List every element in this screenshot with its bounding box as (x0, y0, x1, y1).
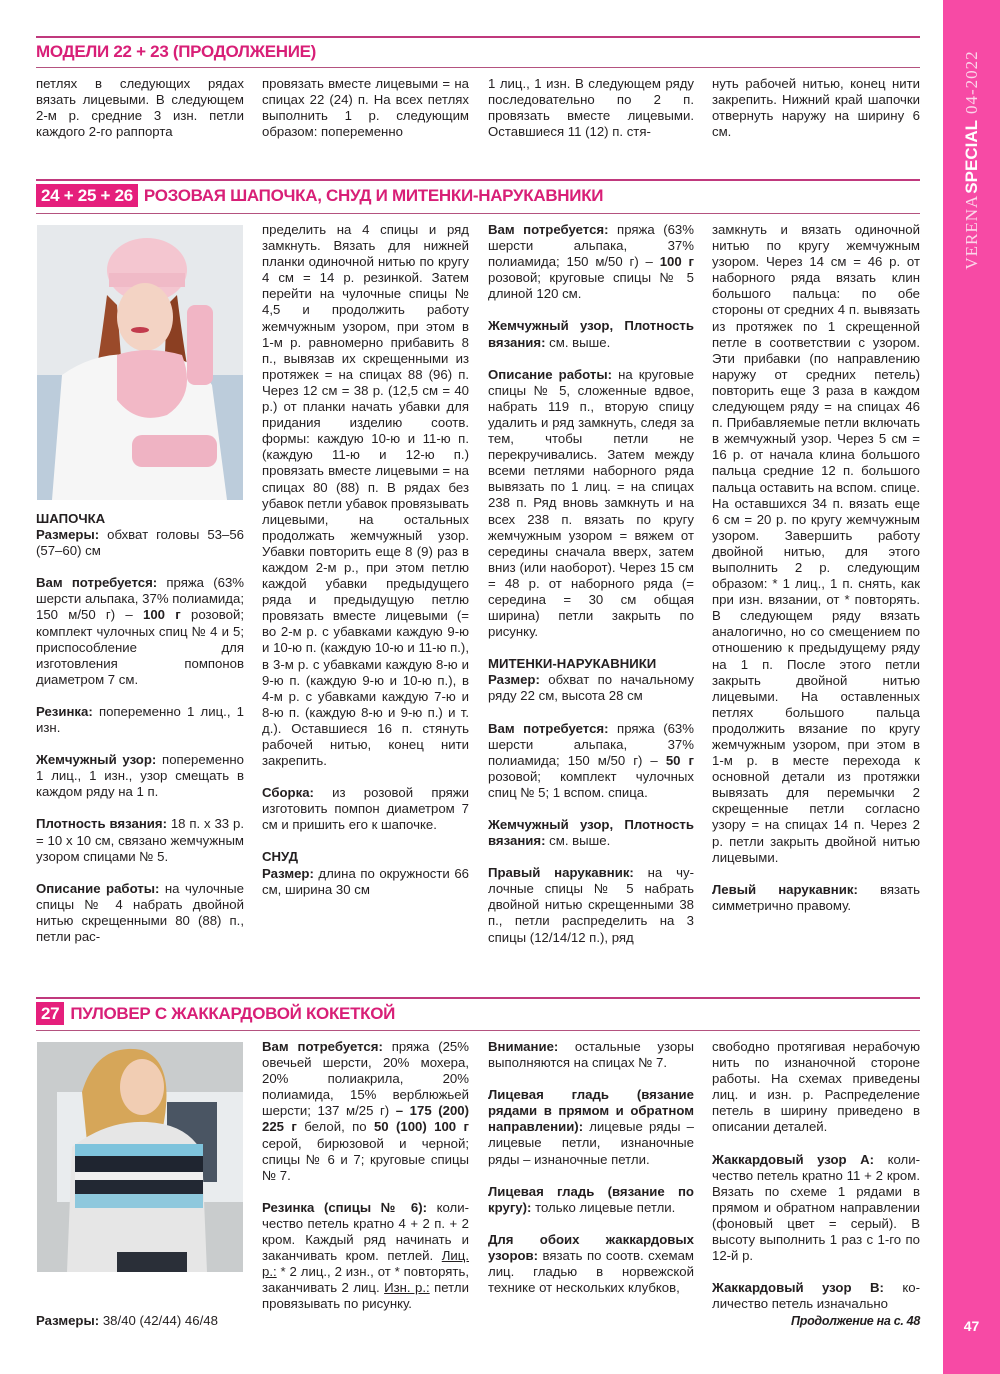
label: Левый нарукавник: (712, 881, 858, 897)
text: на чулочные спицы № 5 набрать двойной нитью скрещенными 38 п., петли распределить на 3 спицы (12/14/12 п.), ряд (488, 865, 694, 945)
paragraph: пределить на 4 спицы и ряд замкнуть. Вязать для нижней планки одиночной нитью по кругу 4 см = 14 р. резинкой. Затем перейти на чулочные спицы № 4,5 и продолжить работу жемчужным узором, при этом в 1-м р. равномерно прибавить 8 п., вывязав их скрещенными из протяжек = на спицах 88 (96) п. Через 12 см = 38 р. (12,5 см = 40 р.) от планки начать убавки для придания изделию соотв. формы: каждую 10-ю и 11-ю п. (каждую 11-ю и 12-ю п.) провязать вместе лицевыми = на спицах 80 (88) п. В рядах без убавок петли убавок провязывать лицевыми, на остальных продолжать жемчужный узор. Убавки повторить еще 8 (9) раз в каждом 2-м р., при этом петлю каждой убавки предыдущего ряда и предыдущую петлю провязать вместе лицевыми (= во 2-м р. с убавками каждую 9-ю и 10-ю п. (каждую 10-ю и 11-ю п.), в 3-м р. с убавками каждую 8-ю и 9-ю п. (каждую 9-ю и 10-ю п.), в 4-м р. с убавками каждую 7-ю и 8-ю п. (каждую 8-ю и 9-ю п.) и т. д.). Оставшиеся 16 п. стянуть рабочей нитью, конец нити закрепить. (262, 222, 469, 769)
label: Размеры: (36, 527, 100, 543)
text: количество петель кратно 4 + 2 п. + 2 кром. Каждый ряд начинать и заканчивать кром. петлей. (262, 1199, 470, 1264)
text-column: 1 лиц., 1 изн. В следующем ряду последовательно по 2 п. провязать вместе лицевыми. Оставшиеся 11 (12) п. стя- (488, 76, 694, 140)
label: Вам потребуется: (488, 720, 609, 736)
label: Правый нарукавник: (488, 865, 634, 881)
text-column (712, 222, 920, 914)
brand-light: VERENA (961, 194, 981, 270)
label: Внимание: (488, 1039, 559, 1054)
label: Описание работы: (36, 880, 160, 896)
label: Жаккардовый узор В: (712, 1280, 884, 1296)
underlined-label: Лиц. р.: (262, 1248, 469, 1280)
label: 100 г (659, 254, 694, 270)
divider (36, 179, 920, 181)
text-column (262, 222, 469, 898)
subheading-hat: ШАПОЧКА (36, 511, 106, 526)
divider (36, 997, 920, 999)
label: Лицевая гладь (вязание рядами в прямом и обратном направлении): (488, 1087, 694, 1135)
label: Жемчужный узор: (36, 752, 157, 768)
subheading-snood: СНУД (262, 849, 298, 865)
label: Жемчужный узор, Плотность вязания: (488, 817, 694, 849)
label: Размер: (262, 865, 314, 881)
text: 18 п. х 33 р. = 10 х 10 см, связано жемчужным узором спицами № 5. (36, 816, 245, 864)
text: петли провязывать по рисунку. (262, 1280, 469, 1312)
text: см. выше. (545, 334, 611, 350)
divider (36, 1030, 920, 1031)
text: длина по окружности 66 см, ширина 30 см (262, 865, 469, 897)
text-column: провязать вместе лицевыми = на спицах 22 (24) п. На всех петлях выполнить 1 р. следующим образом: попеременно (262, 76, 469, 140)
continued-note[interactable]: Продолжение на с. 48 (791, 1314, 920, 1328)
text: попеременно 1 лиц., 1 изн. (36, 703, 244, 736)
section-title-text: ПУЛОВЕР С ЖАККАРДОВОЙ КОКЕТКОЙ (70, 1003, 396, 1023)
text-column: нуть рабочей нитью, конец нити закрепить. Нижний край шапочки отвернуть наружу на ширину 6 см. (712, 76, 920, 140)
text-column (488, 1039, 694, 1296)
text: обхват по начальному ряду 22 см, высота 28 см (488, 672, 694, 704)
text: попеременно 1 лиц., 1 изн., узор смещать в каждом ряду на 1 п. (36, 752, 244, 800)
model-photo (37, 1042, 243, 1272)
label: Описание работы: (488, 366, 613, 382)
text: см. выше. (545, 833, 611, 849)
text: розовой; комплект чулочных спиц № 4 и 5; приспособление для изготовления помпонов диаметром 7 см. (36, 607, 245, 687)
section-title-text: РОЗОВАЯ ШАПОЧКА, СНУД И МИТЕНКИ-НАРУКАВНИКИ (143, 185, 604, 205)
text: розовой; комплект чулочных спиц № 5; 1 вспом. спица. (488, 768, 694, 800)
label: Лицевая гладь (вязание по кругу): (488, 1183, 694, 1215)
paragraph: свободно протягивая нерабочую нить по изнаночной стороне работы. На схемах приведены лиц. и изн. р. Распределение петель в ширину приведено в описании деталей. (712, 1039, 920, 1135)
label: Вам потребуется: (262, 1039, 383, 1054)
label: Для обоих жаккардовых узоров: (488, 1231, 694, 1263)
model-number-badge: 27 (36, 1002, 64, 1025)
sizes-caption (36, 1313, 246, 1329)
text-column (488, 222, 694, 946)
label: Сборка: (262, 785, 314, 801)
photo-illustration (37, 225, 243, 500)
section-title (36, 184, 603, 207)
label: Размеры: (36, 1313, 100, 1328)
section-title (36, 1002, 395, 1025)
text-column (262, 1039, 469, 1313)
label: Резинка (спицы № 6): (262, 1199, 427, 1215)
text: обхват головы 53–56 (57–60) см (36, 527, 244, 559)
label: Вам потребуется: (36, 575, 158, 591)
text: на круговые спицы № 5, сложенные вдвое, набрать 119 п., вторую спицу удалить и ряд замкнуть, следя за тем, чтобы петли не перекручивались. Затем между всеми петлями наборного ряда вывязать по 1 лиц. = на спицах 238 п. Ряд вновь замкнуть и на всех 238 п. вязать по кругу жемчужным узором = вяжем от середины сначала вверх, затем вниз (или наоборот). Через 15 см = 48 р. от наборного ряда (= середина = 30 см общая ширина) петли закрыть по рисунку. (488, 366, 694, 640)
text: розовой; круговые спицы № 5 длиной 120 см. (488, 270, 694, 302)
section-title (36, 42, 316, 62)
label: Жемчужный узор, Плотность вязания: (488, 318, 694, 350)
model-photo (37, 225, 243, 500)
text: белой, по (296, 1119, 374, 1135)
divider (36, 36, 920, 38)
brand-bold: SPECIAL (961, 120, 981, 194)
text: пряжа (63% шерсти альпака, 37% полиамида; 150 м/50 г) – (36, 575, 244, 623)
text: 38/40 (42/44) 46/48 (99, 1313, 218, 1328)
text: вязать по соотв. схемам лиц. гладью в норвежской технике от нескольких клубков, (488, 1247, 694, 1296)
label: Жаккардовый узор А: (712, 1151, 875, 1167)
text-column: петлях в следующих рядах вязать лицевыми. В следующем 2-м р. средние 3 изн. петли каждого 2-го раппорта (36, 76, 244, 140)
text: пряжа (63% шерсти альпака, 37% полиамида; 150 м/50 г) – (488, 720, 694, 768)
text: на чулочные спицы № 4 набрать двойной нитью скрещенными 80 (88) п., петли рас- (36, 880, 244, 944)
text: пряжа (25% овечьей шерсти, 20% мохера, 20% полиакрила, 20% полиамида, 15% верблюжьей шерсти; 137 м/25 г) (262, 1039, 469, 1119)
text: серой, бирюзовой и черной; спицы № 6 и 7; круговые спицы № 7. (262, 1135, 469, 1183)
text: количество петель кратно 11 + 2 кром. Вязать по схеме 1 рядами в прямом и обратном направлении (фоновый цвет = серый). В высоту выполнить 1 раз с 1-го по 12-й р. (712, 1151, 920, 1264)
photo-illustration (37, 1042, 243, 1272)
paragraph: замкнуть и вязать одиночной нитью по кругу жемчужным узором. Через 14 см = 46 р. от наборного ряда вязать клин большого пальца: по обе стороны от средних 4 п. вывязать из протяжек по 1 скрещенной петле в соответствии с узором. Эти прибавки (по направлению наружу от средних петель) повторить еще 3 раза в каждом следующем ряду = на спицах 46 п. Прибавляемые петли включать в жемчужный узор. Через 5 см = 16 р. от начала клина большого пальца средние 12 п. большого пальца оставить на вспом. спице. На оставшихся 34 п. вязать еще 6 см = 20 р. по кругу жемчужным узором. Завершить работу двойной нитью, для этого выполнить 2 р. следующим образом: * 1 лиц., 1 п. снять, как при изн. вязании, от * повторять. В следующем ряду вязать аналогично, но со смещением по отношению к предыдущему ряду на 1 п. После этого петли закрыть двойной нитью лицевыми. На оставленных петлях большого пальца продолжить вязание по кругу жемчужным узором, при этом в 1-м р. в месте перехода к основной детали из протяжки вывязать для перемычки 2 скрещенные петли согласно узору = на спицах 14 п. Через 2 р. петли закрыть двойной нитью лицевыми. (712, 222, 920, 865)
text: количество петель изначально (712, 1280, 920, 1312)
text: остальные узоры выполняются на спицах № 7. (488, 1039, 694, 1071)
text: пряжа (63% шерсти альпака, 37% полиамида; 150 м/50 г) – (488, 222, 694, 270)
label: – 175 (200) 225 г (262, 1103, 470, 1135)
section-title-text: МОДЕЛИ 22 + 23 (ПРОДОЛЖЕНИЕ) (36, 42, 317, 61)
label: Вам потребуется: (488, 222, 609, 237)
label: 50 (100) 100 г (373, 1119, 469, 1135)
label: Резинка: (36, 703, 93, 719)
divider (36, 67, 920, 68)
text-column (712, 1039, 920, 1312)
label: Плотность вязания: (36, 816, 167, 832)
label: 100 г (143, 607, 181, 623)
text: из розовой пряжи изготовить помпон диаметром 7 см и пришить его к шапочке. (262, 785, 469, 833)
text: * 2 лиц., 2 изн., от * повторять, заканчивать 2 лиц. (262, 1264, 469, 1296)
label: Размер: (488, 672, 540, 688)
magazine-brand (943, 40, 1000, 280)
text-column (36, 511, 244, 945)
text: вязать симметрично правому. (712, 881, 920, 913)
page-number: 47 (963, 1318, 980, 1334)
underlined-label: Изн. р.: (384, 1280, 430, 1296)
divider (36, 213, 920, 214)
issue-label: 04-2022 (961, 50, 981, 115)
text: лицевые ряды – лицевые петли, изнаночные ряды – изнаночные петли. (488, 1119, 694, 1167)
text: только лицевые петли. (531, 1199, 676, 1215)
model-number-badge: 24 + 25 + 26 (36, 184, 138, 207)
subheading-mittens: МИТЕНКИ-НАРУКАВНИКИ (488, 656, 657, 672)
label: 50 г (665, 752, 695, 768)
